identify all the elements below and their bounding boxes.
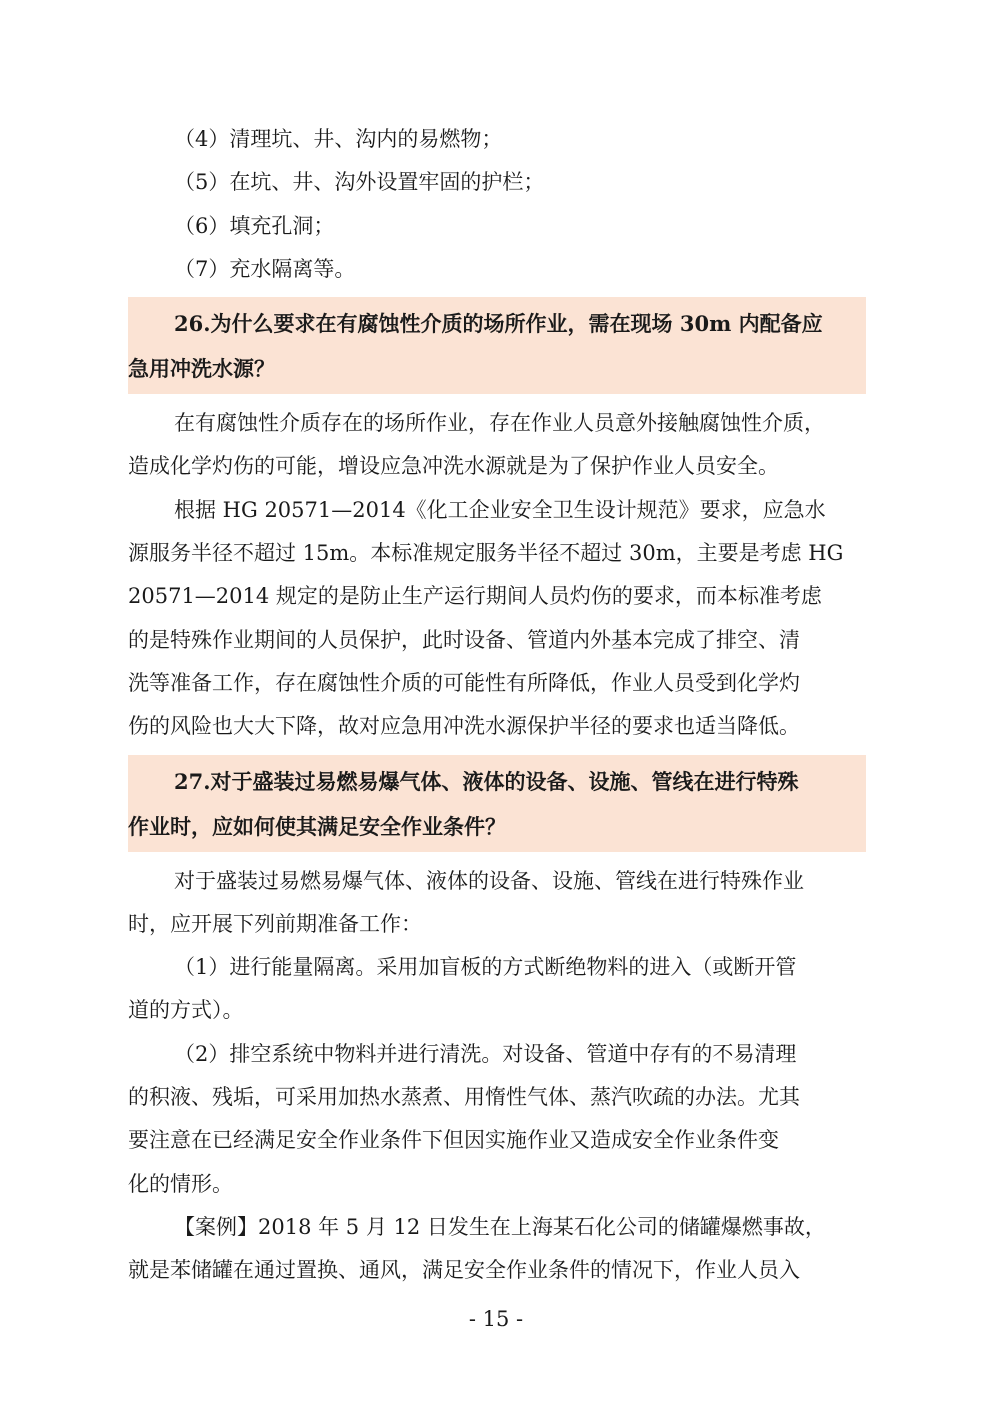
answer-26-paragraph-2 (128, 489, 866, 749)
paragraph-line: 的积液、残垢，可采用加热水蒸煮、用惰性气体、蒸汽吹疏的办法。尤其 (128, 1085, 800, 1110)
paragraph-line: 【案例】2018 年 5 月 12 日发生在上海某石化公司的储罐爆燃事故， (174, 1214, 826, 1239)
answer-27-paragraph-1 (128, 860, 866, 947)
list-item: （4）清理坑、井、沟内的易燃物； (174, 127, 503, 151)
paragraph-line: 要注意在已经满足安全作业条件下但因实施作业又造成安全作业条件变 (128, 1128, 779, 1153)
paragraph-line: 的是特殊作业期间的人员保护，此时设备、管道内外基本完成了排空、清 (128, 627, 800, 652)
answer-27-paragraph-2 (128, 946, 866, 1033)
paragraph-line: 根据 HG 20571—2014《化工企业安全卫生设计规范》要求，应急水 (174, 497, 826, 522)
paragraph-line: 洗等准备工作，存在腐蚀性介质的可能性有所降低，作业人员受到化学灼 (128, 670, 800, 695)
paragraph-line: 时，应开展下列前期准备工作： (128, 911, 422, 936)
question-line: 急用冲洗水源？ (128, 356, 275, 382)
paragraph-line: 伤的风险也大大下降，故对应急用冲洗水源保护半径的要求也适当降低。 (128, 714, 800, 739)
question-line: 27.对于盛装过易燃易爆气体、液体的设备、设施、管线在进行特殊 (174, 768, 799, 794)
question-26-heading (128, 297, 866, 394)
answer-26-paragraph-1 (128, 402, 866, 489)
question-line: 26.为什么要求在有腐蚀性介质的场所作业，需在现场 30m 内配备应 (174, 311, 823, 337)
paragraph-line: 20571—2014 规定的是防止生产运行期间人员灼伤的要求，而本标准考虑 (128, 584, 822, 609)
paragraph-line: 就是苯储罐在通过置换、通风，满足安全作业条件的情况下，作业人员入 (128, 1258, 800, 1283)
paragraph-line: （1）进行能量隔离。采用加盲板的方式断绝物料的进入（或断开管 (174, 955, 797, 980)
paragraph-line: 在有腐蚀性介质存在的场所作业，存在作业人员意外接触腐蚀性介质， (174, 411, 825, 436)
page-number: - 15 - (468, 1307, 524, 1331)
answer-27-paragraph-3 (128, 1033, 866, 1206)
list-item: （6）填充孔洞； (174, 213, 335, 238)
case-paragraph (128, 1206, 866, 1293)
paragraph-line: 化的情形。 (128, 1171, 233, 1196)
list-item: （5）在坑、井、沟外设置牢固的护栏； (174, 170, 545, 195)
paragraph-line: 道的方式）。 (128, 998, 244, 1023)
paragraph-line: （2）排空系统中物料并进行清洗。对设备、管道中存有的不易清理 (174, 1041, 797, 1066)
document-body (128, 118, 866, 1293)
list-item: （7）充水隔离等。 (174, 256, 356, 281)
paragraph-line: 对于盛装过易燃易爆气体、液体的设备、设施、管线在进行特殊作业 (174, 868, 804, 893)
paragraph-line: 源服务半径不超过 15m。本标准规定服务半径不超过 30m，主要是考虑 HG (128, 541, 844, 566)
paragraph-line: 造成化学灼伤的可能，增设应急冲洗水源就是为了保护作业人员安全。 (128, 454, 779, 479)
question-27-heading (128, 755, 866, 852)
question-line: 作业时，应如何使其满足安全作业条件？ (128, 813, 506, 839)
